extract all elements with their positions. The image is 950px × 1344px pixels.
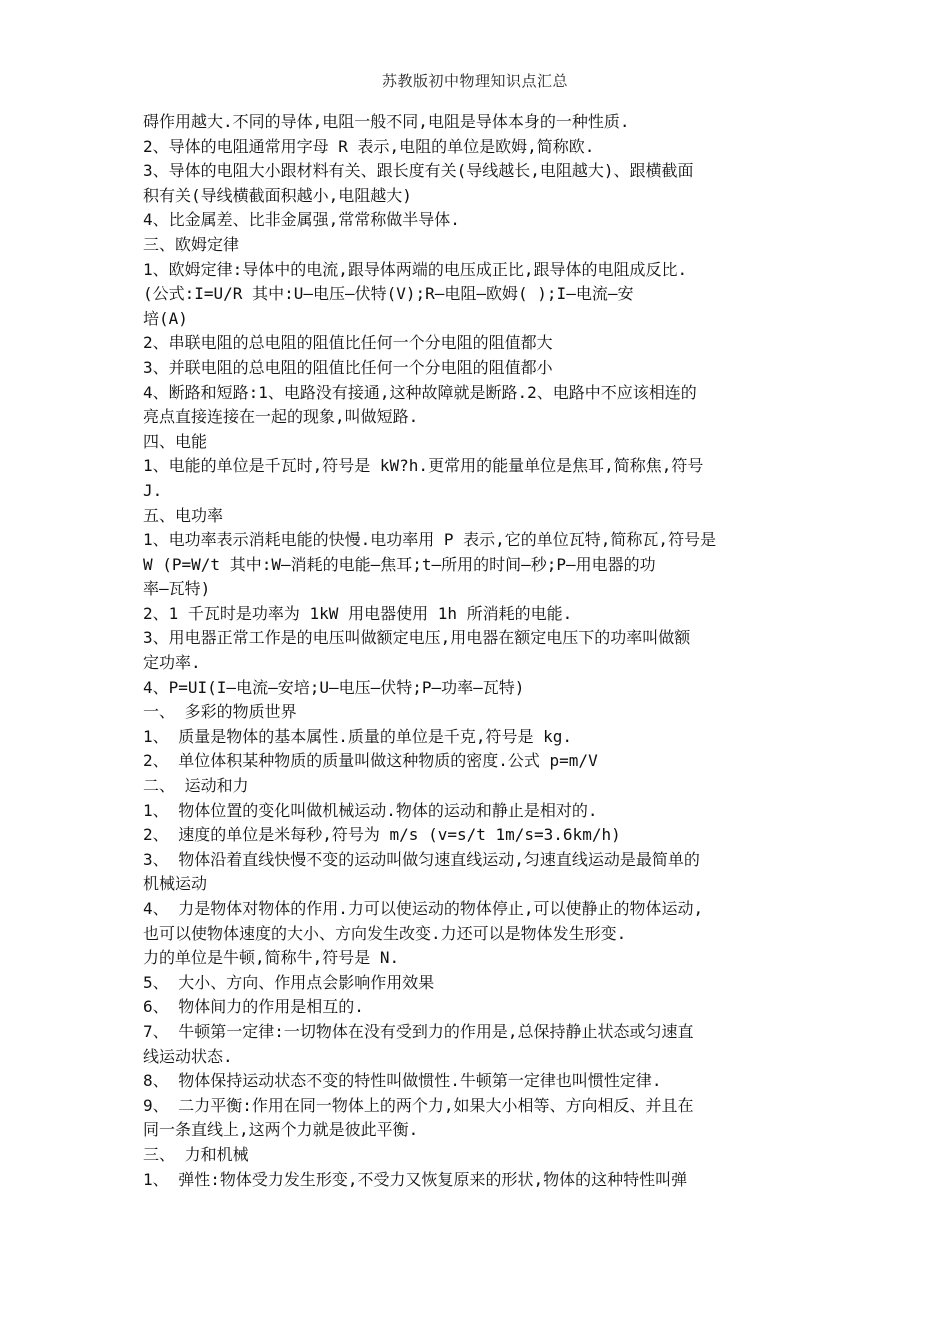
text-line: 二、 运动和力 (143, 776, 249, 796)
text-line: 2、 速度的单位是米每秒,符号为 m/s (v=s/t 1m/s=3.6km/h) (143, 825, 621, 845)
text-line: 9、 二力平衡:作用在同一物体上的两个力,如果大小相等、方向相反、并且在 (143, 1095, 694, 1115)
document-body (143, 110, 815, 1192)
text-line: 3、并联电阻的总电阻的阻值比任何一个分电阻的阻值都小 (143, 357, 553, 377)
text-line: 1、 弹性:物体受力发生形变,不受力又恢复原来的形状,物体的这种特性叫弹 (143, 1169, 688, 1189)
text-line: 2、串联电阻的总电阻的阻值比任何一个分电阻的阻值都大 (143, 333, 553, 353)
text-line: 4、比金属差、比非金属强,常常称做半导体. (143, 210, 460, 230)
text-line: 2、1 千瓦时是功率为 1kW 用电器使用 1h 所消耗的电能. (143, 603, 573, 623)
text-line: 6、 物体间力的作用是相互的. (143, 997, 364, 1017)
text-line: W (P=W/t 其中:W—消耗的电能—焦耳;t—所用的时间—秒;P—用电器的功 (143, 554, 656, 574)
text-line: 5、 大小、方向、作用点会影响作用效果 (143, 972, 435, 992)
text-line: 1、电功率表示消耗电能的快慢.电功率用 P 表示,它的单位瓦特,简称瓦,符号是 (143, 530, 717, 550)
text-line: 定功率. (143, 653, 201, 673)
text-line: 亮点直接连接在一起的现象,叫做短路. (143, 407, 419, 427)
text-line: 机械运动 (143, 874, 208, 894)
text-line: 四、电能 (143, 431, 208, 451)
text-line: 1、 质量是物体的基本属性.质量的单位是千克,符号是 kg. (143, 726, 573, 746)
text-line: 力的单位是牛顿,简称牛,符号是 N. (143, 948, 400, 968)
text-line: 线运动状态. (143, 1046, 233, 1066)
text-line: 同一条直线上,这两个力就是彼此平衡. (143, 1120, 419, 1140)
text-line: 1、电能的单位是千瓦时,符号是 kW?h.更常用的能量单位是焦耳,简称焦,符号 (143, 456, 704, 476)
text-line: 7、 牛顿第一定律:一切物体在没有受到力的作用是,总保持静止状态或匀速直 (143, 1021, 694, 1041)
text-line: 率—瓦特) (143, 579, 211, 599)
text-line: 4、 力是物体对物体的作用.力可以使运动的物体停止,可以使静止的物体运动, (143, 899, 704, 918)
text-line: 碍作用越大.不同的导体,电阻一般不同,电阻是导体本身的一种性质. (143, 112, 630, 131)
text-line: (公式:I=U/R 其中:U—电压—伏特(V);R—电阻—欧姆( );I—电流—安 (143, 284, 634, 304)
text-line: 4、P=UI(I—电流—安培;U—电压—伏特;P—功率—瓦特) (143, 677, 525, 697)
text-line: 1、 物体位置的变化叫做机械运动.物体的运动和静止是相对的. (143, 800, 598, 820)
text-line: 8、 物体保持运动状态不变的特性叫做惯性.牛顿第一定律也叫惯性定律. (143, 1071, 662, 1091)
text-line: 3、导体的电阻大小跟材料有关、跟长度有关(导线越长,电阻越大)、跟横截面 (143, 161, 694, 181)
text-line: 2、导体的电阻通常用字母 R 表示,电阻的单位是欧姆,简称欧. (143, 136, 595, 156)
text-line: 1、欧姆定律:导体中的电流,跟导体两端的电压成正比,跟导体的电阻成反比. (143, 259, 688, 279)
text-line: 4、断路和短路:1、电路没有接通,这种故障就是断路.2、电路中不应该相连的 (143, 382, 697, 402)
text-line: 3、用电器正常工作是的电压叫做额定电压,用电器在额定电压下的功率叫做额 (143, 628, 691, 648)
text-line: J. (143, 480, 163, 500)
text-line: 培(A) (143, 308, 188, 328)
text-line: 3、 物体沿着直线快慢不变的运动叫做匀速直线运动,匀速直线运动是最简单的 (143, 849, 700, 869)
text-line: 也可以使物体速度的大小、方向发生改变.力还可以是物体发生形变. (143, 923, 627, 943)
text-line: 三、欧姆定律 (143, 234, 240, 254)
text-line: 2、 单位体积某种物质的质量叫做这种物质的密度.公式 p=m/V (143, 751, 598, 771)
text-line: 五、电功率 (143, 505, 224, 525)
text-line: 三、 力和机械 (143, 1144, 249, 1164)
page-header-title: 苏教版初中物理知识点汇总 (381, 72, 568, 90)
text-line: 一、 多彩的物质世界 (143, 702, 297, 722)
text-line: 积有关(导线横截面积越小,电阻越大) (143, 185, 412, 205)
